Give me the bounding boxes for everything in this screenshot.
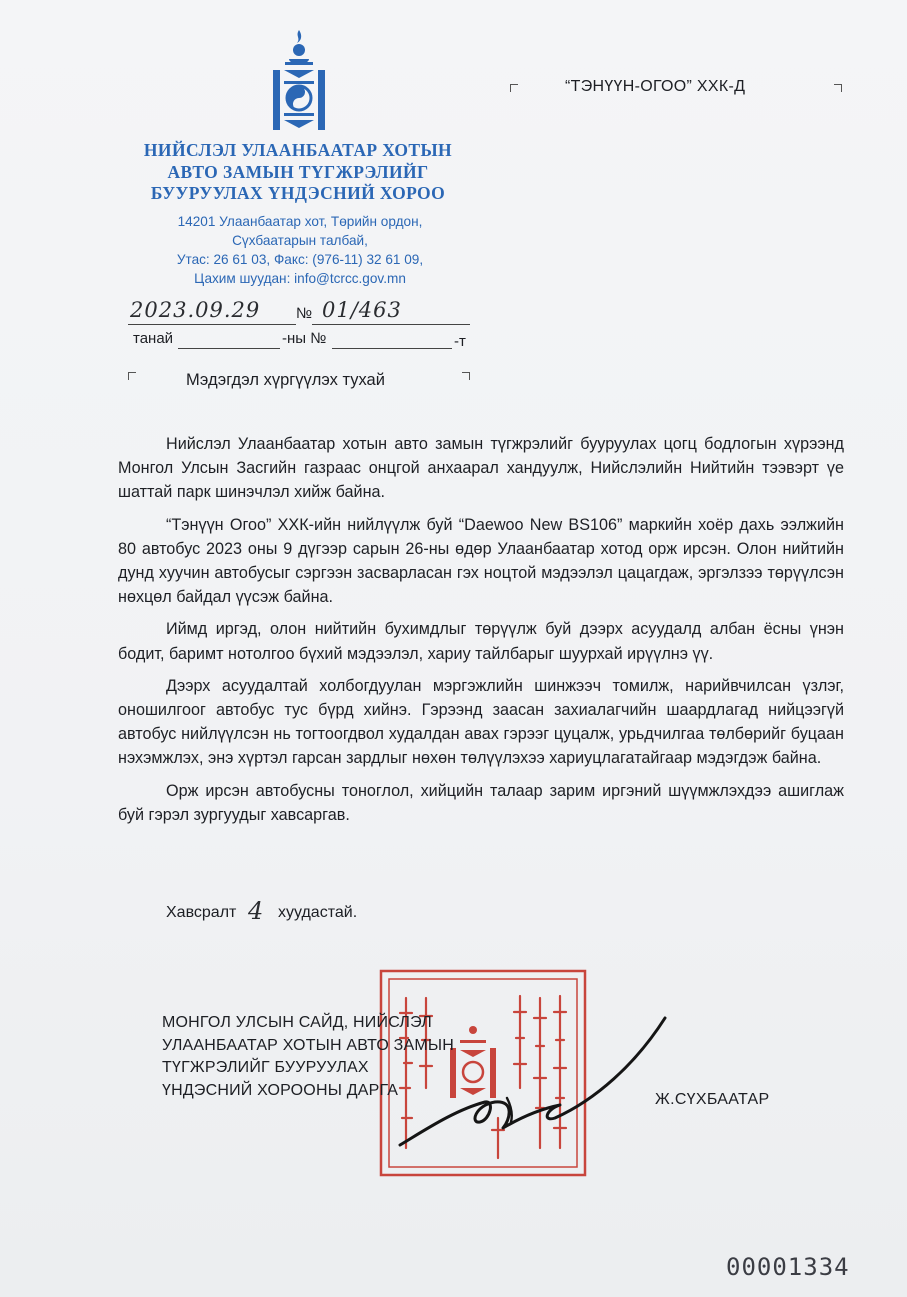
- soyombo-emblem-icon: [268, 28, 330, 138]
- subject: Мэдэгдэл хүргүүлэх тухай: [186, 371, 385, 389]
- body-paragraph: Дээрх асуудалтай холбогдуулан мэргэжлийн шинжээч томилж, нарийвчилсан үзлэг, оношилгоог автобус тус бүрд хийнэ. Гэрээнд заасан захиалагчийн шаардлагад нийцээгүй автобус нийлүүлсэн нь тогтоогдвол худалдан авах гэрээг цуцалж, урьдчилгаа төлбөрийг буцаан нэхэмжлэх, энэ хүртэл гарсан зардлыг нөхөн төлүүлэхээ хариуцлагатайгаар мэдэгдэж байна.: [118, 676, 844, 768]
- subject-bracket: [128, 372, 136, 380]
- recipient-bracket: [510, 84, 518, 92]
- your-number-blank: [332, 348, 452, 349]
- body-paragraph: “Тэнүүн Огоо” ХХК-ийн нийлүүлж буй “Daewoo New BS106” маркийн хоёр дахь ээлжийн 80 автобус 2023 оны 9 дүгээр сарын 26-ны өдөр Улаанбаатар хотод орж ирсэн. Олон нийтийн дунд хуучин автобусыг сэргээн засварласан гэх ноцтой мэдээлэл цацагдаж, эргэлзээ төрүүлсэн нөхцөл байдал үүсэж байна.: [118, 515, 844, 607]
- org-name-line: БУУРУУЛАХ ҮНДЭСНИЙ ХОРОО: [150, 183, 446, 203]
- attachment-count: 4: [248, 897, 264, 925]
- letter-body: [118, 432, 844, 835]
- body-paragraph: Нийслэл Улаанбаатар хотын авто замын түгжрэлийг бууруулах цогц бодлогын хүрээнд Монгол Улсын Засгийн газраас онцгой анхаарал хандуулж, Нийслэлийн Нийтийн тээвэрт үе шаттай парк шинэчлэл хийж байна.: [118, 435, 844, 502]
- your-ref-label: танай: [133, 330, 174, 347]
- recipient-bracket: [834, 84, 842, 92]
- serial-number: 00001334: [726, 1253, 850, 1281]
- signer-name: Ж.СҮХБААТАР: [655, 1091, 770, 1108]
- your-date-blank: [178, 348, 280, 349]
- org-name: [128, 140, 468, 205]
- org-name-line: НИЙСЛЭЛ УЛААНБААТАР ХОТЫН: [143, 140, 453, 160]
- address-line: 14201 Улаанбаатар хот, Төрийн ордон,: [177, 214, 423, 229]
- signer-title-line: МОНГОЛ УЛСЫН САЙД, НИЙСЛЭЛ: [162, 1014, 433, 1031]
- attachment-label: Хавсралт: [166, 904, 237, 921]
- org-address: [150, 212, 450, 288]
- signer-title-line: ҮНДЭСНИЙ ХОРООНЫ ДАРГА: [162, 1081, 399, 1099]
- org-name-line: АВТО ЗАМЫН ТҮГЖРЭЛИЙГ: [167, 161, 429, 182]
- signer-title-line: ТҮГЖРЭЛИЙГ БУУРУУЛАХ: [162, 1059, 369, 1076]
- letter-number: 01/463: [322, 298, 402, 322]
- recipient: “ТЭНҮҮН-ОГОО” ХХК-Д: [565, 78, 746, 95]
- attachment-suffix: хуудастай.: [278, 904, 358, 921]
- date-underline: [128, 324, 296, 325]
- body-paragraph: Иймд иргэд, олон нийтийн бухимдлыг төрүүлж буй дээрх асуудалд албан ёсны үнэн бодит, баримт нотолгоо бүхий мэдээлэл, хариу тайлбарыг шуурхай ирүүлнэ үү.: [118, 620, 844, 663]
- letter-date: 2023.09.29: [130, 298, 261, 322]
- body-paragraph: Орж ирсэн автобусны тоноглол, хийцийн талаар зарим иргэний шүүмжлэхдээ ашиглаж буй гэрэл зургуудыг хавсаргав.: [118, 781, 844, 824]
- handwritten-signature: [395, 1010, 675, 1150]
- address-line: Цахим шуудан: info@tcrcc.gov.mn: [194, 271, 406, 286]
- address-line: Сүхбаатарын талбай,: [232, 233, 368, 248]
- number-label: №: [296, 305, 313, 322]
- your-number-label: -ны №: [282, 330, 327, 347]
- subject-bracket: [462, 372, 470, 380]
- signer-title-line: УЛААНБААТАР ХОТЫН АВТО ЗАМЫН: [162, 1036, 455, 1054]
- address-line: Утас: 26 61 03, Факс: (976-11) 32 61 09,: [176, 252, 424, 267]
- number-underline: [312, 324, 470, 325]
- to-suffix: -т: [454, 333, 466, 350]
